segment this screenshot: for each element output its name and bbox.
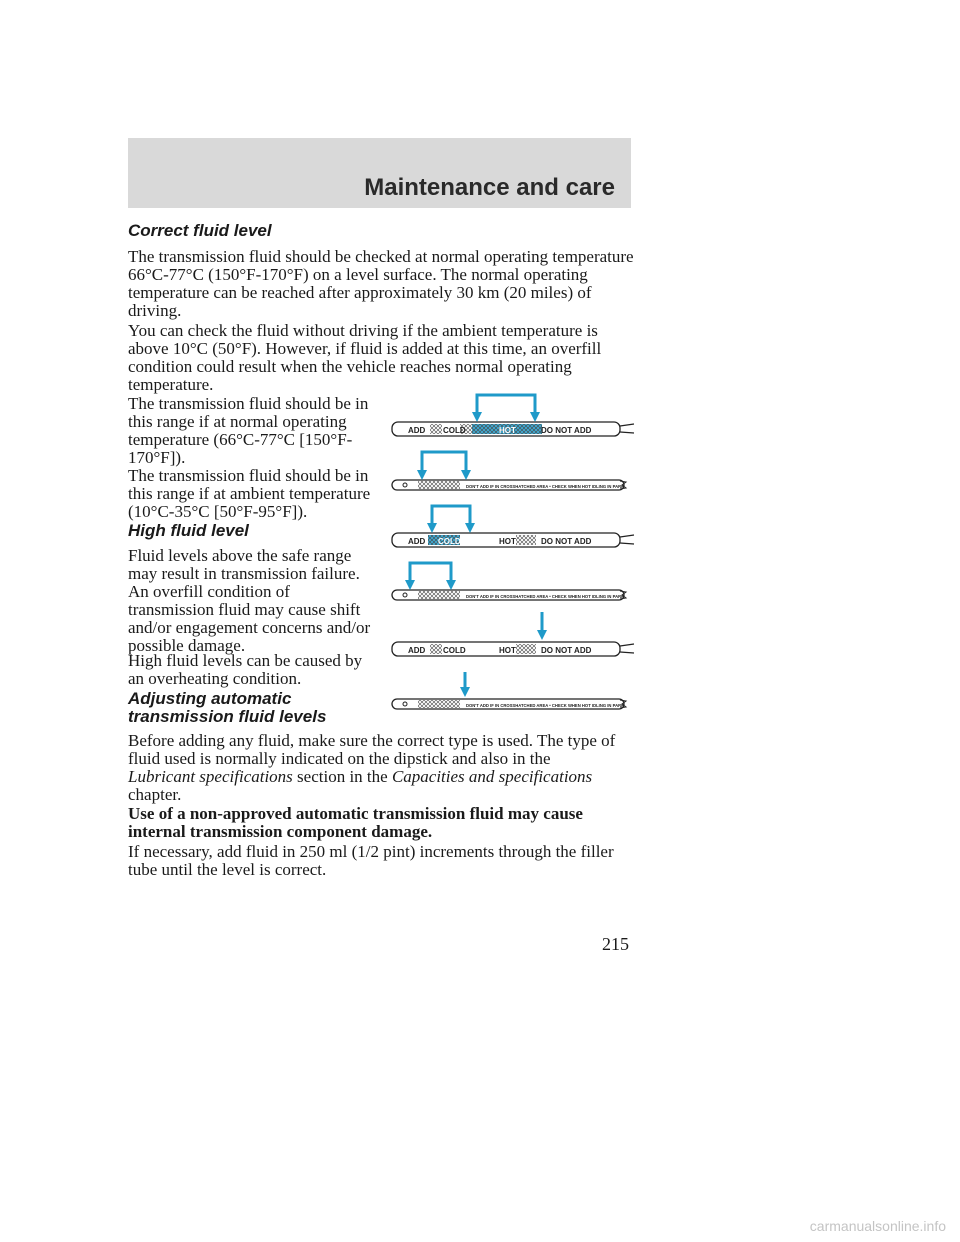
page-number: 215 <box>602 934 629 954</box>
dipstick-b-high <box>392 672 626 709</box>
label-crosshatch-warning: DON'T ADD IF IN CROSSHATCHED AREA • CHECK WHEN HOT IDLING IN PARK <box>466 703 625 708</box>
label-crosshatch-warning: DON'T ADD IF IN CROSSHATCHED AREA • CHECK WHEN HOT IDLING IN PARK <box>466 484 625 489</box>
chapter-text: chapter. <box>128 785 182 804</box>
label-crosshatch-warning: DON'T ADD IF IN CROSSHATCHED AREA • CHECK WHEN HOT IDLING IN PARK <box>466 594 625 599</box>
heading-correct-fluid-level: Correct fluid level <box>128 221 272 240</box>
section-in-text: section in the <box>292 767 392 786</box>
label-add: ADD <box>408 646 426 655</box>
capacities-specifications-ref: Capacities and specifications <box>391 767 593 786</box>
label-hot: HOT <box>499 537 516 546</box>
lubricant-specifications-ref: Lubricant specifications <box>128 767 293 786</box>
heading-high-fluid-level: High fluid level <box>128 521 249 540</box>
paragraph-ambient-range: The transmission fluid should be in this range if at ambient temperature (10°C-35°C [50°F-95°F]). <box>128 466 371 521</box>
label-do-not-add: DO NOT ADD <box>541 426 592 435</box>
paragraph-fluid-type <box>128 732 638 804</box>
label-cold: COLD <box>438 537 461 546</box>
dipstick-a-normal <box>392 395 634 436</box>
paragraph-normal-range: The transmission fluid should be in this range if at normal operating temperature (66°C-77°C [150°F-170°F]). <box>128 394 369 467</box>
label-cold: COLD <box>443 646 466 655</box>
dipstick-illustration <box>390 390 640 720</box>
paragraph-overheating: High fluid levels can be caused by an overheating condition. <box>128 651 363 688</box>
heading-adjusting-line2: transmission fluid levels <box>128 707 327 726</box>
footer-watermark[interactable]: carmanualsonline.info <box>809 1218 946 1234</box>
dipstick-diagram <box>390 390 640 720</box>
paragraph-operating-temperature: The transmission fluid should be checked at normal operating temperature 66°C-77°C (150°F-170°F) on a level surface. The normal operating temperature can be reached after approximately 30 km (20 miles) of driving. <box>128 247 634 320</box>
fluid-type-text: Before adding any fluid, make sure the correct type is used. The type of fluid used is normally indicated on the dipstick and also in the <box>128 731 616 768</box>
label-do-not-add: DO NOT ADD <box>541 537 592 546</box>
label-add: ADD <box>408 426 426 435</box>
dipstick-b-normal <box>392 452 626 490</box>
warning-non-approved-fluid: Use of a non-approved automatic transmission fluid may cause internal transmission component damage. <box>128 804 583 841</box>
dipstick-a-ambient <box>392 506 634 547</box>
header-band <box>128 138 631 208</box>
paragraph-ambient-check: You can check the fluid without driving if the ambient temperature is above 10°C (50°F). However, if fluid is added at this time, an overfill condition could result when the vehicle reaches normal operating temperature. <box>128 321 602 394</box>
paragraph-add-fluid: If necessary, add fluid in 250 ml (1/2 pint) increments through the filler tube until the level is correct. <box>128 842 614 879</box>
dipstick-a-high <box>392 612 634 656</box>
label-hot: HOT <box>499 646 516 655</box>
label-hot: HOT <box>499 426 516 435</box>
page-title: Maintenance and care <box>364 174 615 201</box>
paragraph-overfill: Fluid levels above the safe range may result in transmission failure. An overfill condition of transmission fluid may cause shift and/or engagement concerns and/or possible damage. <box>128 546 371 655</box>
footer <box>0 1212 960 1242</box>
label-add: ADD <box>408 537 426 546</box>
label-cold: COLD <box>443 426 466 435</box>
label-do-not-add: DO NOT ADD <box>541 646 592 655</box>
dipstick-b-ambient <box>392 563 626 600</box>
heading-adjusting-line1: Adjusting automatic <box>128 689 292 708</box>
